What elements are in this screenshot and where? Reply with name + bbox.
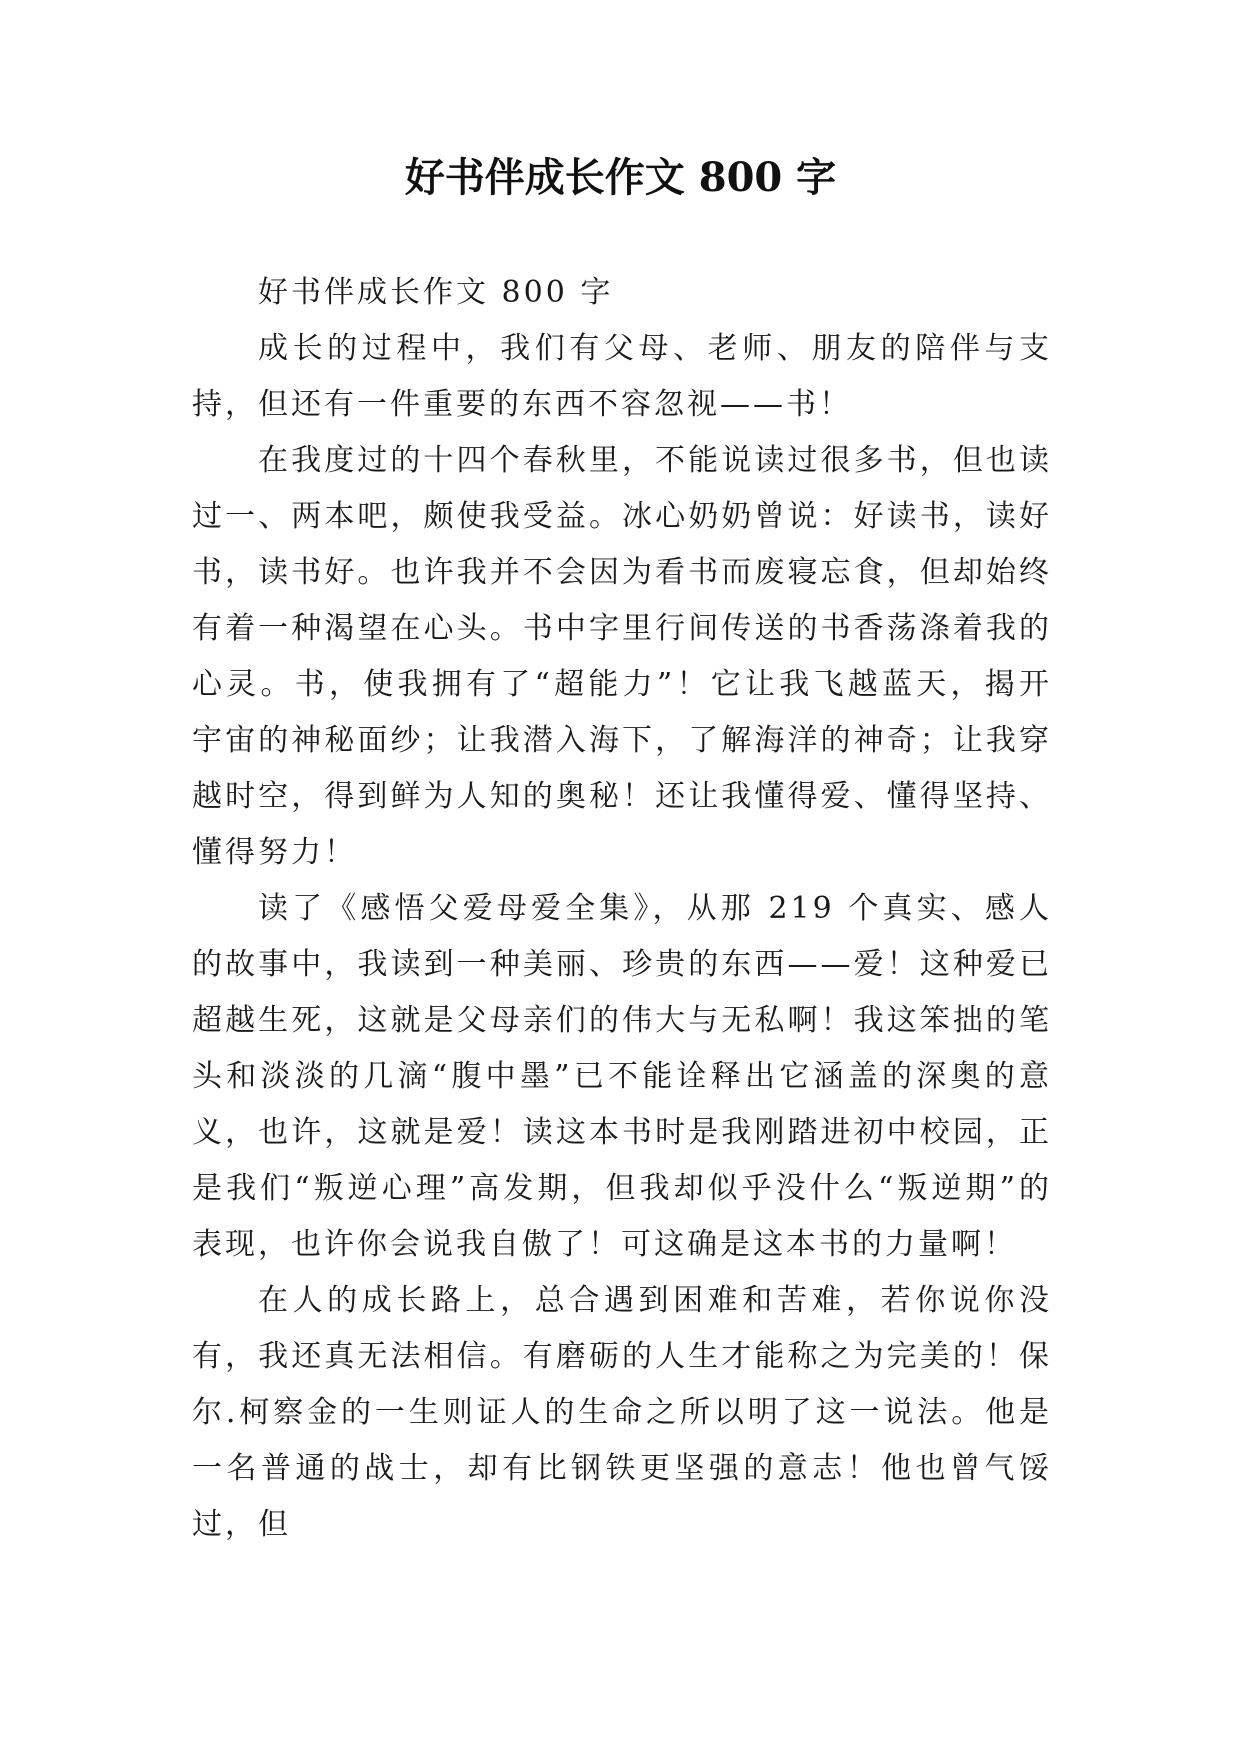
paragraph: 成长的过程中，我们有父母、老师、朋友的陪伴与支持，但还有一件重要的东西不容忽视——书！ xyxy=(192,331,1052,422)
document-body xyxy=(192,265,1052,1553)
paragraph: 在人的成长路上，总合遇到困难和苦难，若你说你没有，我还真无法相信。有磨砺的人生才能称之为完美的！保尔.柯察金的一生则证人的生命之所以明了这一说法。他是一名普通的战士，却有比钢铁更坚强的意志！他也曾气馁过，但 xyxy=(192,1283,1052,1542)
document-title: 好书伴成长作文 800 字 xyxy=(404,154,837,201)
paragraph: 在我度过的十四个春秋里，不能说读过很多书，但也读过一、两本吧，颇使我受益。冰心奶奶曾说：好读书，读好书，读书好。也许我并不会因为看书而废寝忘食，但却始终有着一种渴望在心头。书中字里行间传送的书香荡涤着我的心灵。书，使我拥有了“超能力”！它让我飞越蓝天，揭开宇宙的神秘面纱；让我潜入海下，了解海洋的神奇；让我穿越时空，得到鲜为人知的奥秘！还让我懂得爱、懂得坚持、懂得努力！ xyxy=(192,443,1052,870)
paragraph: 读了《感悟父爱母爱全集》，从那 219 个真实、感人的故事中，我读到一种美丽、珍贵的东西——爱！这种爱已超越生死，这就是父母亲们的伟大与无私啊！我这笨拙的笔头和淡淡的几滴“腹中墨”已不能诠释出它涵盖的深奥的意义，也许，这就是爱！读这本书时是我刚踏进初中校园，正是我们“叛逆心理”高发期，但我却似乎没什么“叛逆期”的表现，也许你会说我自傲了！可这确是这本书的力量啊！ xyxy=(192,891,1052,1262)
paragraph-subtitle: 好书伴成长作文 800 字 xyxy=(258,275,614,310)
